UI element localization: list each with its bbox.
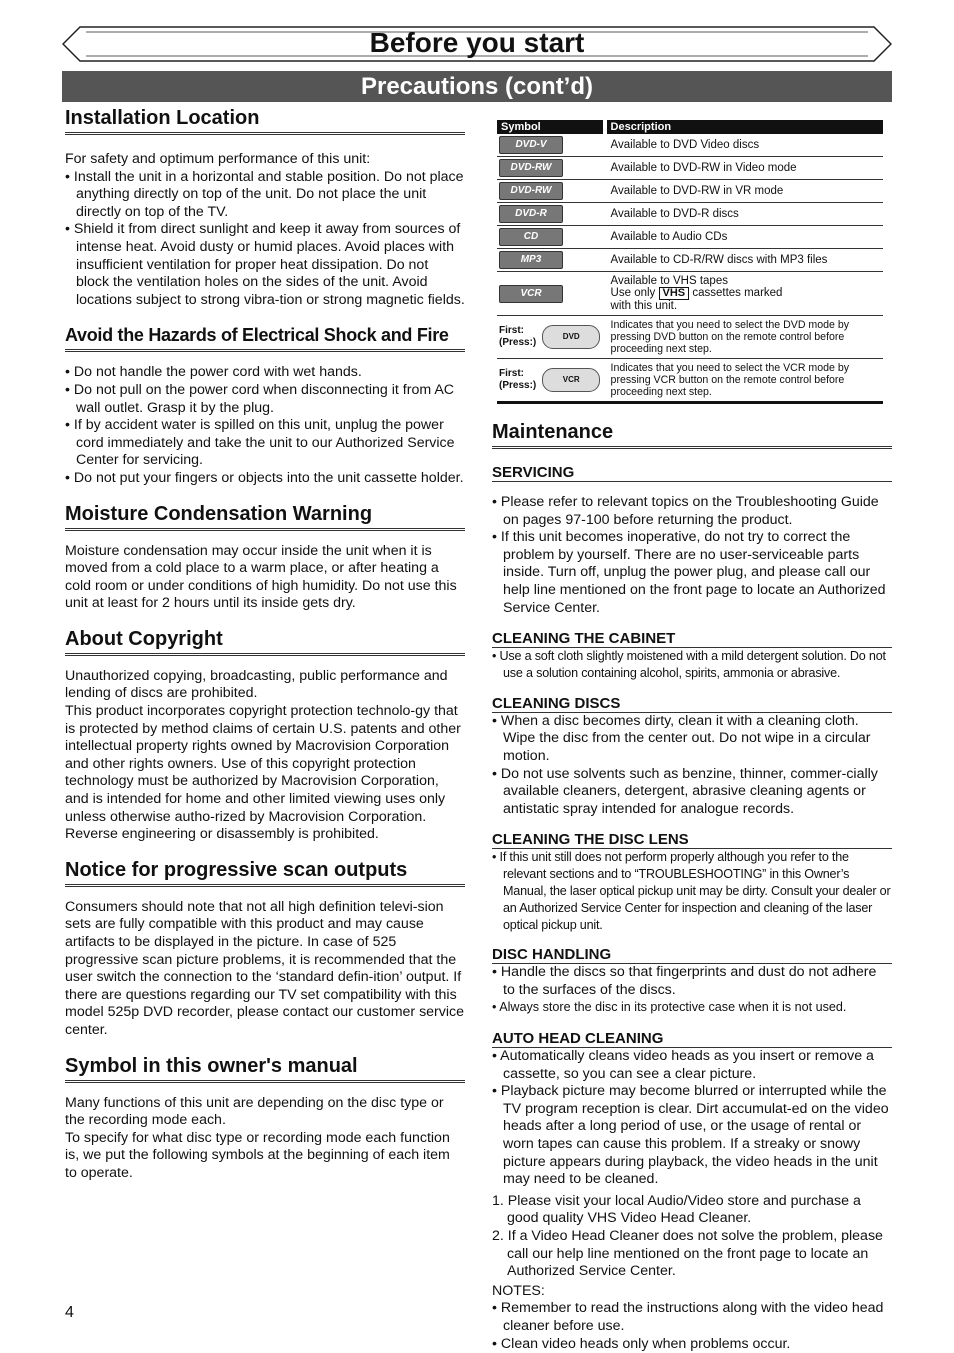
- servicing-heading: SERVICING: [492, 465, 892, 482]
- row-description: Indicates that you need to select the VCR mode by pressing VCR button on the remote control before proceeding next step.: [607, 359, 883, 403]
- table-row: [497, 180, 883, 203]
- left-column: [65, 106, 465, 1183]
- row-description: Available to DVD-R discs: [607, 203, 883, 226]
- list-item: • Clean video heads only when problems occur.: [492, 1336, 892, 1353]
- dvd-rw-vr-icon: DVD-RW: [499, 182, 563, 200]
- hazards-section: [65, 323, 465, 487]
- autohead-heading: AUTO HEAD CLEANING: [492, 1031, 892, 1048]
- list-item: • Always store the disc in its protective case when it is not used.: [492, 999, 892, 1017]
- installation-heading: Installation Location: [65, 106, 465, 135]
- vcr-button-icon: VCR: [542, 368, 600, 392]
- page-number: 4: [65, 1304, 74, 1321]
- list-item: • Automatically cleans video heads as you insert or remove a cassette, so you can see a clear picture.: [492, 1048, 892, 1083]
- notes-label: NOTES:: [492, 1282, 545, 1299]
- copyright-section: [65, 627, 465, 844]
- maintenance-section: [492, 420, 892, 1353]
- list-item: • When a disc becomes dirty, clean it with a cleaning cloth. Wipe the disc from the center out. Do not wipe in a circular motion.: [492, 713, 892, 766]
- row-description: Available to DVD Video discs: [607, 134, 883, 157]
- row-description: Available to VHS tapes Use only VHS cassettes marked with this unit.: [607, 272, 883, 316]
- description-column-header: Description: [607, 120, 883, 134]
- table-row: First: (Press:) VCR Indicates that you need to select the VCR mode by pressing VCR button on the remote control before proceeding next step.: [497, 359, 883, 403]
- page-title: Before you start: [369, 27, 585, 58]
- table-row: [497, 226, 883, 249]
- progressive-text: Consumers should note that not all high definition televi-sion sets are fully compatible with this product and may cause artifacts to be displayed in the picture. In case of 525 progressive scan picture problems, it is recommended that the user switch the connection to the ‘standard defin-ition’ output. If there are questions regarding our TV set compatibility with this model 525p DVD recorder, please contact our customer service center.: [65, 898, 465, 1038]
- row-description: Available to Audio CDs: [607, 226, 883, 249]
- symbol-p1: Many functions of this unit are depending on the disc type or the recording mode each.: [65, 1094, 444, 1129]
- row-description: Available to DVD-RW in Video mode: [607, 157, 883, 180]
- audio-cd-icon: CD: [499, 228, 563, 246]
- dvd-r-icon: DVD-R: [499, 205, 563, 223]
- table-row: [497, 272, 883, 316]
- copyright-p1: Unauthorized copying, broadcasting, public performance and lending of discs are prohibited.: [65, 667, 448, 702]
- list-item: • If by accident water is spilled on this unit, unplug the power cord immediately and take the unit to our Authorized Service Center for servicing.: [65, 417, 465, 470]
- table-row: [497, 134, 883, 157]
- section-title-bar: Precautions (cont’d): [62, 71, 892, 102]
- copyright-p2: This product incorporates copyright protection technolo-gy that is protected by method claims of certain U.S. patents and other intellectual property rights owned by Macrovision Corporation and other rights owners. Use of this copyright protection technology must be authorized by Macrovision Corporation, and is intended for home and other limited viewing uses only unless otherwise autho-rized by Macrovision Corporation. Reverse engineering or disassembly is prohibited.: [65, 703, 461, 843]
- symbol-table: [497, 120, 883, 404]
- moisture-text: Moisture condensation may occur inside the unit when it is moved from a cold place to a warm place, or after heating a cold room or under conditions of high humidity. Do not use this unit at least for 2 hours until its inside gets dry.: [65, 542, 457, 612]
- list-item: • Remember to read the instructions along with the video head cleaner before use.: [492, 1300, 892, 1335]
- vhs-mark-icon: VHS: [659, 287, 690, 300]
- row-description: Available to CD-R/RW discs with MP3 files: [607, 249, 883, 272]
- list-item: • Please refer to relevant topics on the Troubleshooting Guide on pages 97-100 before returning the product.: [492, 494, 892, 529]
- row-description: Indicates that you need to select the DVD mode by pressing DVD button on the remote control before proceeding next step.: [607, 316, 883, 359]
- table-row: [497, 249, 883, 272]
- dvd-video-icon: DVD-V: [499, 136, 563, 154]
- list-item: 2. If a Video Head Cleaner does not solve the problem, please call our help line mentioned on the front page to locate an Authorized Service Center.: [492, 1228, 883, 1280]
- dvd-rw-video-icon: DVD-RW: [499, 159, 563, 177]
- symbol-heading: Symbol in this owner's manual: [65, 1054, 465, 1083]
- discs-heading: CLEANING DISCS: [492, 696, 892, 713]
- list-item: • Do not put your fingers or objects into the unit cassette holder.: [65, 470, 465, 488]
- symbol-column-header: Symbol: [497, 120, 603, 134]
- symbol-p2: To specify for what disc type or recording mode each function is, we put the following symbols at the beginning of each item to operate.: [65, 1129, 450, 1181]
- list-item: • Do not use solvents such as benzine, thinner, commer-cially available cleaners, detergent, abrasive cleaning agents or antistatic spray intended for analogue records.: [492, 766, 892, 819]
- right-column: [492, 106, 892, 1353]
- progressive-heading: Notice for progressive scan outputs: [65, 858, 465, 887]
- list-item: • Use a soft cloth slightly moistened with a mild detergent solution. Do not use a solution containing alcohol, spirits, ammonia or abrasive.: [492, 648, 892, 682]
- list-item: • If this unit becomes inoperative, do not try to correct the problem by yourself. There are no user-serviceable parts inside. Turn off, unplug the power plug, and please call our help line mentioned on the front page to locate an Authorized Service Center.: [492, 529, 892, 617]
- dvd-button-icon: DVD: [542, 325, 600, 349]
- page-banner: [62, 26, 892, 62]
- list-item: • If this unit still does not perform properly although you refer to the relevant sections and to “TROUBLESHOOTING” in this Owner’s Manual, the laser optical pickup unit may be dirty. Consult your dealer or an Authorized Service Center for inspection and cleaning of the laser optical pickup unit.: [492, 849, 892, 933]
- list-item: • Playback picture may become blurred or interrupted while the TV program reception is clear. Dirt accumulat-ed on the video heads after a long period of use, or the usage of rental or worn tapes can cause this problem. If a streaky or snowy picture appears during playback, the video heads in the unit may need to be cleaned.: [492, 1083, 892, 1189]
- progressive-section: [65, 858, 465, 1040]
- symbol-section: [65, 1054, 465, 1183]
- copyright-heading: About Copyright: [65, 627, 465, 656]
- table-row: [497, 203, 883, 226]
- row-description: Available to DVD-RW in VR mode: [607, 180, 883, 203]
- table-row: [497, 157, 883, 180]
- installation-intro: For safety and optimum performance of this unit:: [65, 151, 371, 167]
- maintenance-heading: Maintenance: [492, 420, 892, 449]
- mp3-icon: MP3: [499, 251, 563, 269]
- table-row: First: (Press:) DVD Indicates that you need to select the DVD mode by pressing DVD button on the remote control before proceeding next step.: [497, 316, 883, 359]
- vcr-icon: VCR: [499, 285, 563, 303]
- handling-heading: DISC HANDLING: [492, 947, 892, 964]
- list-item: • Install the unit in a horizontal and stable position. Do not place anything directly on top of the unit. Do not place the unit directly on top of the TV.: [65, 169, 465, 222]
- list-item: • Handle the discs so that fingerprints and dust do not adhere to the surfaces of the discs.: [492, 964, 892, 999]
- list-item: 1. Please visit your local Audio/Video store and purchase a good quality VHS Video Head Cleaner.: [492, 1192, 861, 1227]
- hazards-heading: Avoid the Hazards of Electrical Shock and Fire: [65, 323, 465, 352]
- cabinet-heading: CLEANING THE CABINET: [492, 631, 892, 648]
- list-item: • Do not pull on the power cord when disconnecting it from AC wall outlet. Grasp it by the plug.: [65, 382, 465, 417]
- list-item: • Do not handle the power cord with wet hands.: [65, 364, 465, 382]
- lens-heading: CLEANING THE DISC LENS: [492, 832, 892, 849]
- list-item: • Shield it from direct sunlight and keep it away from sources of intense heat. Avoid dusty or humid places. Avoid places with insufficient ventilation for proper heat dissipation. Do not block the ventilation holes on the sides of the unit. Avoid locations subject to strong vibra-tion or strong magnetic fields.: [65, 221, 465, 309]
- moisture-section: [65, 502, 465, 613]
- installation-section: [65, 106, 465, 309]
- moisture-heading: Moisture Condensation Warning: [65, 502, 465, 531]
